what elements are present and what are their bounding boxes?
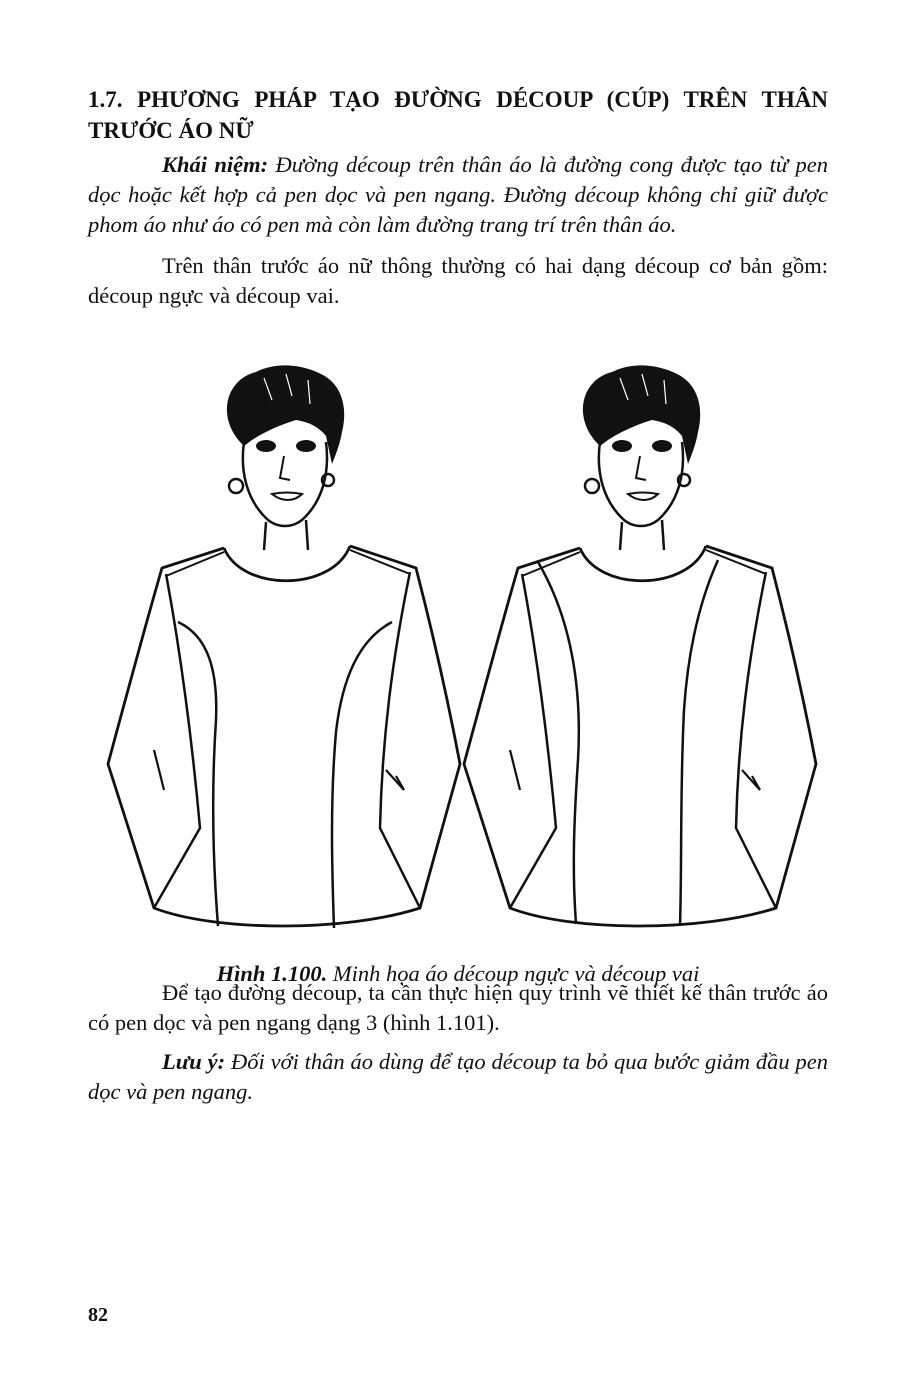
section-title: 1.7. PHƯƠNG PHÁP TẠO ĐƯỜNG DÉCOUP (CÚP) TRÊN THÂN TRƯỚC ÁO NỮ xyxy=(88,87,828,143)
page-body xyxy=(88,84,828,311)
intro-paragraph: Trên thân trước áo nữ thông thường có hai dạng découp cơ bản gồm: découp ngực và découp vai. xyxy=(88,253,828,308)
shoulder-decoup-figure xyxy=(464,365,816,926)
chest-decoup-figure xyxy=(108,365,460,928)
concept-label: Khái niệm: xyxy=(162,152,269,177)
note-paragraph xyxy=(88,1047,828,1107)
procedure-paragraph: Để tạo đường découp, ta cần thực hiện quy trình vẽ thiết kế thân trước áo có pen dọc và pen ngang dạng 3 (hình 1.101). xyxy=(88,980,828,1035)
note-label: Lưu ý: xyxy=(162,1049,226,1074)
caption-label: Hình 1.100. xyxy=(216,960,328,986)
concept-text: Đường découp trên thân áo là đường cong được tạo từ pen dọc hoặc kết hợp cả pen dọc và pen ngang. Đường découp không chỉ giữ được phom áo như áo có pen mà còn làm đường trang trí trên thân áo. xyxy=(88,152,828,237)
page-number: 82 xyxy=(88,1304,108,1326)
caption-text: Minh họa áo découp ngực và découp vai xyxy=(327,960,700,986)
note-text: Đối với thân áo dùng để tạo découp ta bỏ qua bước giảm đầu pen dọc và pen ngang. xyxy=(88,1049,829,1104)
figure-illustration xyxy=(96,352,826,932)
concept-paragraph xyxy=(88,150,828,240)
